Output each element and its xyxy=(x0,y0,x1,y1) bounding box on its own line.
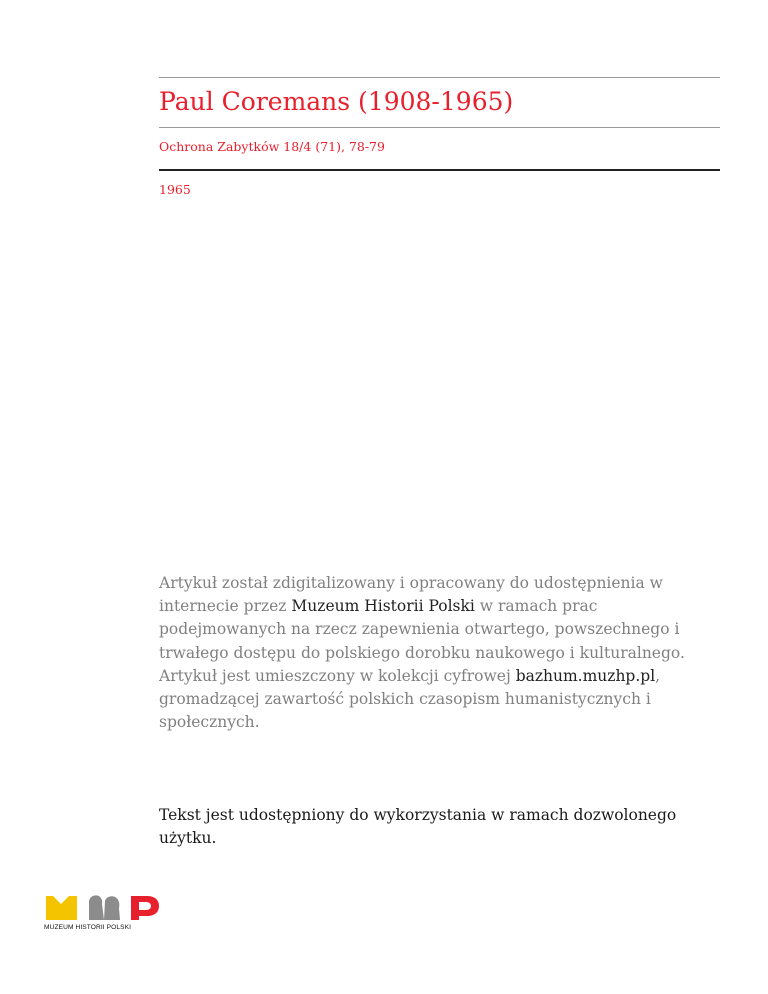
notice-text-3: , gromadzącej zawartość polskich czasopism humanistycznych i społecznych. xyxy=(159,666,661,732)
museum-logo xyxy=(44,892,164,932)
citation: Ochrona Zabytków 18/4 (71), 78-79 xyxy=(159,139,385,154)
title-divider xyxy=(159,127,720,128)
collection-link[interactable]: bazhum.muzhp.pl xyxy=(515,666,656,685)
logo-caption: MUZEUM HISTORII POLSKI xyxy=(44,924,132,931)
top-divider xyxy=(159,77,720,78)
publication-year: 1965 xyxy=(159,182,191,197)
citation-divider xyxy=(159,169,720,171)
document-title: Paul Coremans (1908-1965) xyxy=(159,87,514,116)
digitization-notice xyxy=(159,572,719,734)
notice-text-1: Artykuł został zdigitalizowany i opracowany do udostępnienia w internecie przez xyxy=(159,574,663,616)
usage-notice: Tekst jest udostępniony do wykorzystania w ramach dozwolonego użytku. xyxy=(159,806,677,848)
museum-logo-icon xyxy=(44,892,164,924)
institution-name: Muzeum Historii Polski xyxy=(291,597,475,616)
notice-text-2: w ramach prac podejmowanych na rzecz zapewnienia otwartego, powszechnego i trwałego dostępu do polskiego dorobku naukowego i kulturalnego. Artykuł jest umieszczony w kolekcji cyfrowej xyxy=(159,597,685,685)
